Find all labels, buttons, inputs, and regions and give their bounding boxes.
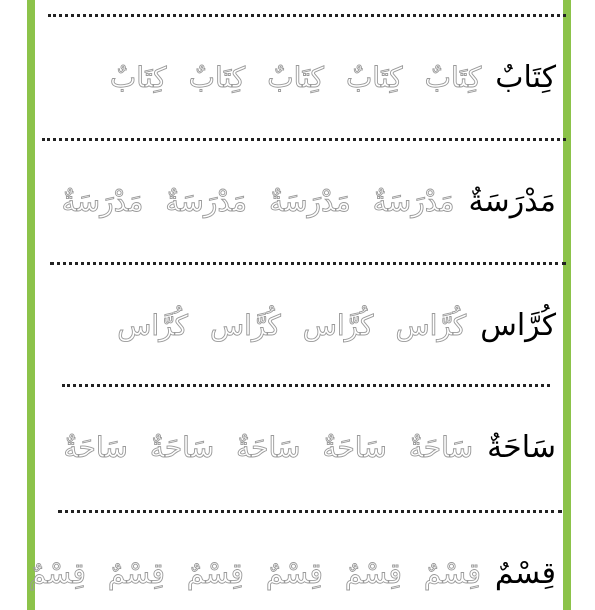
worksheet-row-5 xyxy=(28,510,562,610)
trace-word: كُرَّاس xyxy=(117,308,188,342)
trace-word: سَاحَةٌ xyxy=(408,430,474,464)
trace-group xyxy=(40,185,455,218)
trace-word: كِتَابٌ xyxy=(267,60,324,94)
trace-word: قِسْمٌ xyxy=(265,556,323,590)
trace-word: مَدْرَسَةٌ xyxy=(269,184,351,218)
writing-guide-dots xyxy=(42,138,566,141)
word-line xyxy=(36,412,562,482)
worksheet-row-3 xyxy=(36,262,562,384)
writing-guide-dots xyxy=(62,384,550,387)
trace-word: سَاحَةٌ xyxy=(149,430,215,464)
trace-word: كُرَّاس xyxy=(209,308,281,342)
trace-word: سَاحَةٌ xyxy=(236,430,301,464)
trace-word: قِسْمٌ xyxy=(107,556,165,590)
trace-word: كِتَابٌ xyxy=(188,60,246,94)
trace-word: كُرَّاس xyxy=(395,308,467,342)
worksheet-row-2 xyxy=(36,138,562,260)
model-word: كُرَّاس xyxy=(480,307,556,343)
trace-word: كِتَابٌ xyxy=(424,60,482,94)
trace-group xyxy=(42,431,474,464)
worksheet-row-1 xyxy=(36,14,562,136)
trace-word: مَدْرَسَةٌ xyxy=(165,184,248,218)
word-line xyxy=(36,290,562,360)
model-word: مَدْرَسَةٌ xyxy=(468,183,556,219)
writing-guide-dots xyxy=(50,262,566,265)
trace-word: قِسْمٌ xyxy=(186,556,244,590)
trace-group xyxy=(95,309,466,342)
page-border-right xyxy=(563,0,571,610)
word-line xyxy=(36,166,562,236)
trace-word: مَدْرَسَةٌ xyxy=(61,184,144,218)
trace-word: قِسْمٌ xyxy=(344,556,402,590)
trace-word: قِسْمٌ xyxy=(28,556,86,590)
trace-word: كِتَابٌ xyxy=(109,60,167,94)
model-word: سَاحَةٌ xyxy=(487,429,556,465)
worksheet-row-4 xyxy=(36,384,562,506)
trace-group xyxy=(7,557,481,590)
word-line xyxy=(36,42,562,112)
page-border-left xyxy=(27,0,35,610)
trace-word: كِتَابٌ xyxy=(345,60,403,94)
trace-word: سَاحَةٌ xyxy=(63,430,128,464)
writing-guide-dots xyxy=(48,14,566,17)
trace-group xyxy=(88,61,481,94)
trace-word: مَدْرَسَةٌ xyxy=(372,184,455,218)
trace-word: كُرَّاس xyxy=(302,308,374,342)
model-word: كِتَابٌ xyxy=(495,59,556,95)
trace-word: قِسْمٌ xyxy=(423,556,481,590)
model-word: قِسْمٌ xyxy=(494,555,556,591)
trace-word: سَاحَةٌ xyxy=(322,430,387,464)
writing-guide-dots xyxy=(58,510,562,513)
word-line xyxy=(28,538,562,608)
